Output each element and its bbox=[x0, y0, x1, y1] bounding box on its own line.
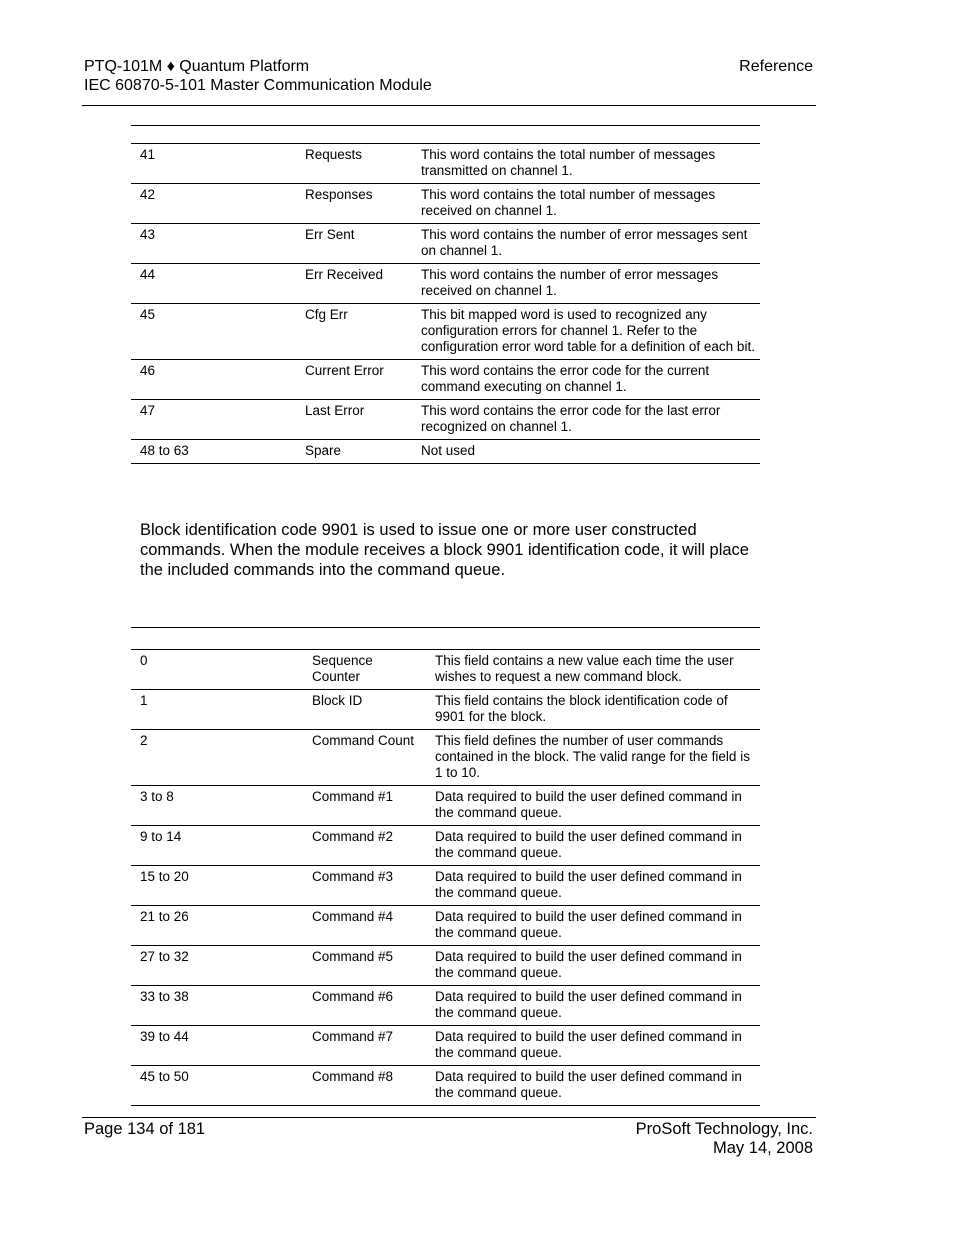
row-offset: 46 bbox=[131, 360, 296, 400]
header-section: Reference bbox=[739, 58, 813, 75]
table-row bbox=[131, 986, 760, 1026]
row-offset: 2 bbox=[131, 730, 303, 786]
row-name: Last Error bbox=[296, 400, 412, 440]
row-name: Block ID bbox=[303, 690, 426, 730]
row-name: Cfg Err bbox=[296, 304, 412, 360]
header-module-title: IEC 60870-5-101 Master Communication Module bbox=[84, 77, 432, 94]
row-offset: 43 bbox=[131, 224, 296, 264]
table-row bbox=[131, 730, 760, 786]
status-register-table bbox=[131, 125, 760, 464]
table-row bbox=[131, 946, 760, 986]
table-row bbox=[131, 440, 760, 464]
row-name: Command Count bbox=[303, 730, 426, 786]
table-row bbox=[131, 1026, 760, 1066]
footer-company: ProSoft Technology, Inc. bbox=[635, 1120, 813, 1138]
row-description: This field contains the block identification code of 9901 for the block. bbox=[426, 690, 760, 730]
row-name: Command #3 bbox=[303, 866, 426, 906]
table-row bbox=[131, 184, 760, 224]
row-description: Data required to build the user defined command in the command queue. bbox=[426, 986, 760, 1026]
header-divider bbox=[82, 105, 816, 106]
row-description: This word contains the total number of messages received on channel 1. bbox=[412, 184, 760, 224]
row-name: Spare bbox=[296, 440, 412, 464]
row-description: Data required to build the user defined command in the command queue. bbox=[426, 946, 760, 986]
table-row bbox=[131, 826, 760, 866]
row-offset: 1 bbox=[131, 690, 303, 730]
row-description: Data required to build the user defined command in the command queue. bbox=[426, 906, 760, 946]
table-header-row bbox=[131, 628, 760, 650]
row-offset: 44 bbox=[131, 264, 296, 304]
row-offset: 0 bbox=[131, 650, 303, 690]
table-row bbox=[131, 360, 760, 400]
row-description: Data required to build the user defined command in the command queue. bbox=[426, 826, 760, 866]
table-header-row bbox=[131, 126, 760, 144]
row-name: Command #8 bbox=[303, 1066, 426, 1106]
header-product-title: PTQ-101M ♦ Quantum Platform bbox=[84, 58, 310, 75]
table-row bbox=[131, 1066, 760, 1106]
row-description: This field contains a new value each time the user wishes to request a new command block. bbox=[426, 650, 760, 690]
table-row bbox=[131, 690, 760, 730]
row-description: This word contains the total number of messages transmitted on channel 1. bbox=[412, 144, 760, 184]
row-name: Command #2 bbox=[303, 826, 426, 866]
document-header bbox=[84, 57, 432, 95]
row-offset: 3 to 8 bbox=[131, 786, 303, 826]
footer-divider bbox=[82, 1117, 816, 1118]
row-name: Command #7 bbox=[303, 1026, 426, 1066]
row-description: This word contains the number of error messages received on channel 1. bbox=[412, 264, 760, 304]
row-name: Err Sent bbox=[296, 224, 412, 264]
row-offset: 27 to 32 bbox=[131, 946, 303, 986]
row-description: Data required to build the user defined command in the command queue. bbox=[426, 1066, 760, 1106]
table-row bbox=[131, 264, 760, 304]
row-offset: 45 to 50 bbox=[131, 1066, 303, 1106]
row-offset: 39 to 44 bbox=[131, 1026, 303, 1066]
row-offset: 42 bbox=[131, 184, 296, 224]
row-offset: 41 bbox=[131, 144, 296, 184]
table-row bbox=[131, 866, 760, 906]
row-name: Requests bbox=[296, 144, 412, 184]
table-row bbox=[131, 650, 760, 690]
footer-publisher bbox=[636, 1120, 813, 1158]
footer-page-number: Page 134 of 181 bbox=[84, 1120, 206, 1138]
row-name: Command #1 bbox=[303, 786, 426, 826]
row-description: This bit mapped word is used to recognized any configuration errors for channel 1. Refer to the configuration error word table for a definition of each bit. bbox=[412, 304, 760, 360]
row-offset: 47 bbox=[131, 400, 296, 440]
row-offset: 15 to 20 bbox=[131, 866, 303, 906]
table-row bbox=[131, 304, 760, 360]
row-name: Responses bbox=[296, 184, 412, 224]
table-row bbox=[131, 144, 760, 184]
row-name: Command #4 bbox=[303, 906, 426, 946]
row-offset: 21 to 26 bbox=[131, 906, 303, 946]
row-description: Not used bbox=[412, 440, 760, 464]
command-block-table bbox=[131, 627, 760, 1106]
footer-date: May 14, 2008 bbox=[713, 1139, 813, 1157]
row-offset: 48 to 63 bbox=[131, 440, 296, 464]
block-9901-description: Block identification code 9901 is used to issue one or more user constructed commands. When the module receives a block 9901 identification code, it will place the included commands into the command queue. bbox=[140, 521, 749, 579]
row-description: This word contains the error code for the current command executing on channel 1. bbox=[412, 360, 760, 400]
row-name: Command #6 bbox=[303, 986, 426, 1026]
table-row bbox=[131, 906, 760, 946]
row-name: Command #5 bbox=[303, 946, 426, 986]
row-description: Data required to build the user defined command in the command queue. bbox=[426, 866, 760, 906]
table-row bbox=[131, 786, 760, 826]
row-description: This field defines the number of user commands contained in the block. The valid range for the field is 1 to 10. bbox=[426, 730, 760, 786]
row-description: Data required to build the user defined command in the command queue. bbox=[426, 1026, 760, 1066]
row-description: This word contains the error code for the last error recognized on channel 1. bbox=[412, 400, 760, 440]
row-name: Sequence Counter bbox=[303, 650, 426, 690]
row-description: This word contains the number of error messages sent on channel 1. bbox=[412, 224, 760, 264]
row-offset: 33 to 38 bbox=[131, 986, 303, 1026]
row-name: Err Received bbox=[296, 264, 412, 304]
row-description: Data required to build the user defined command in the command queue. bbox=[426, 786, 760, 826]
table-row bbox=[131, 224, 760, 264]
row-name: Current Error bbox=[296, 360, 412, 400]
row-offset: 9 to 14 bbox=[131, 826, 303, 866]
row-offset: 45 bbox=[131, 304, 296, 360]
table-row bbox=[131, 400, 760, 440]
